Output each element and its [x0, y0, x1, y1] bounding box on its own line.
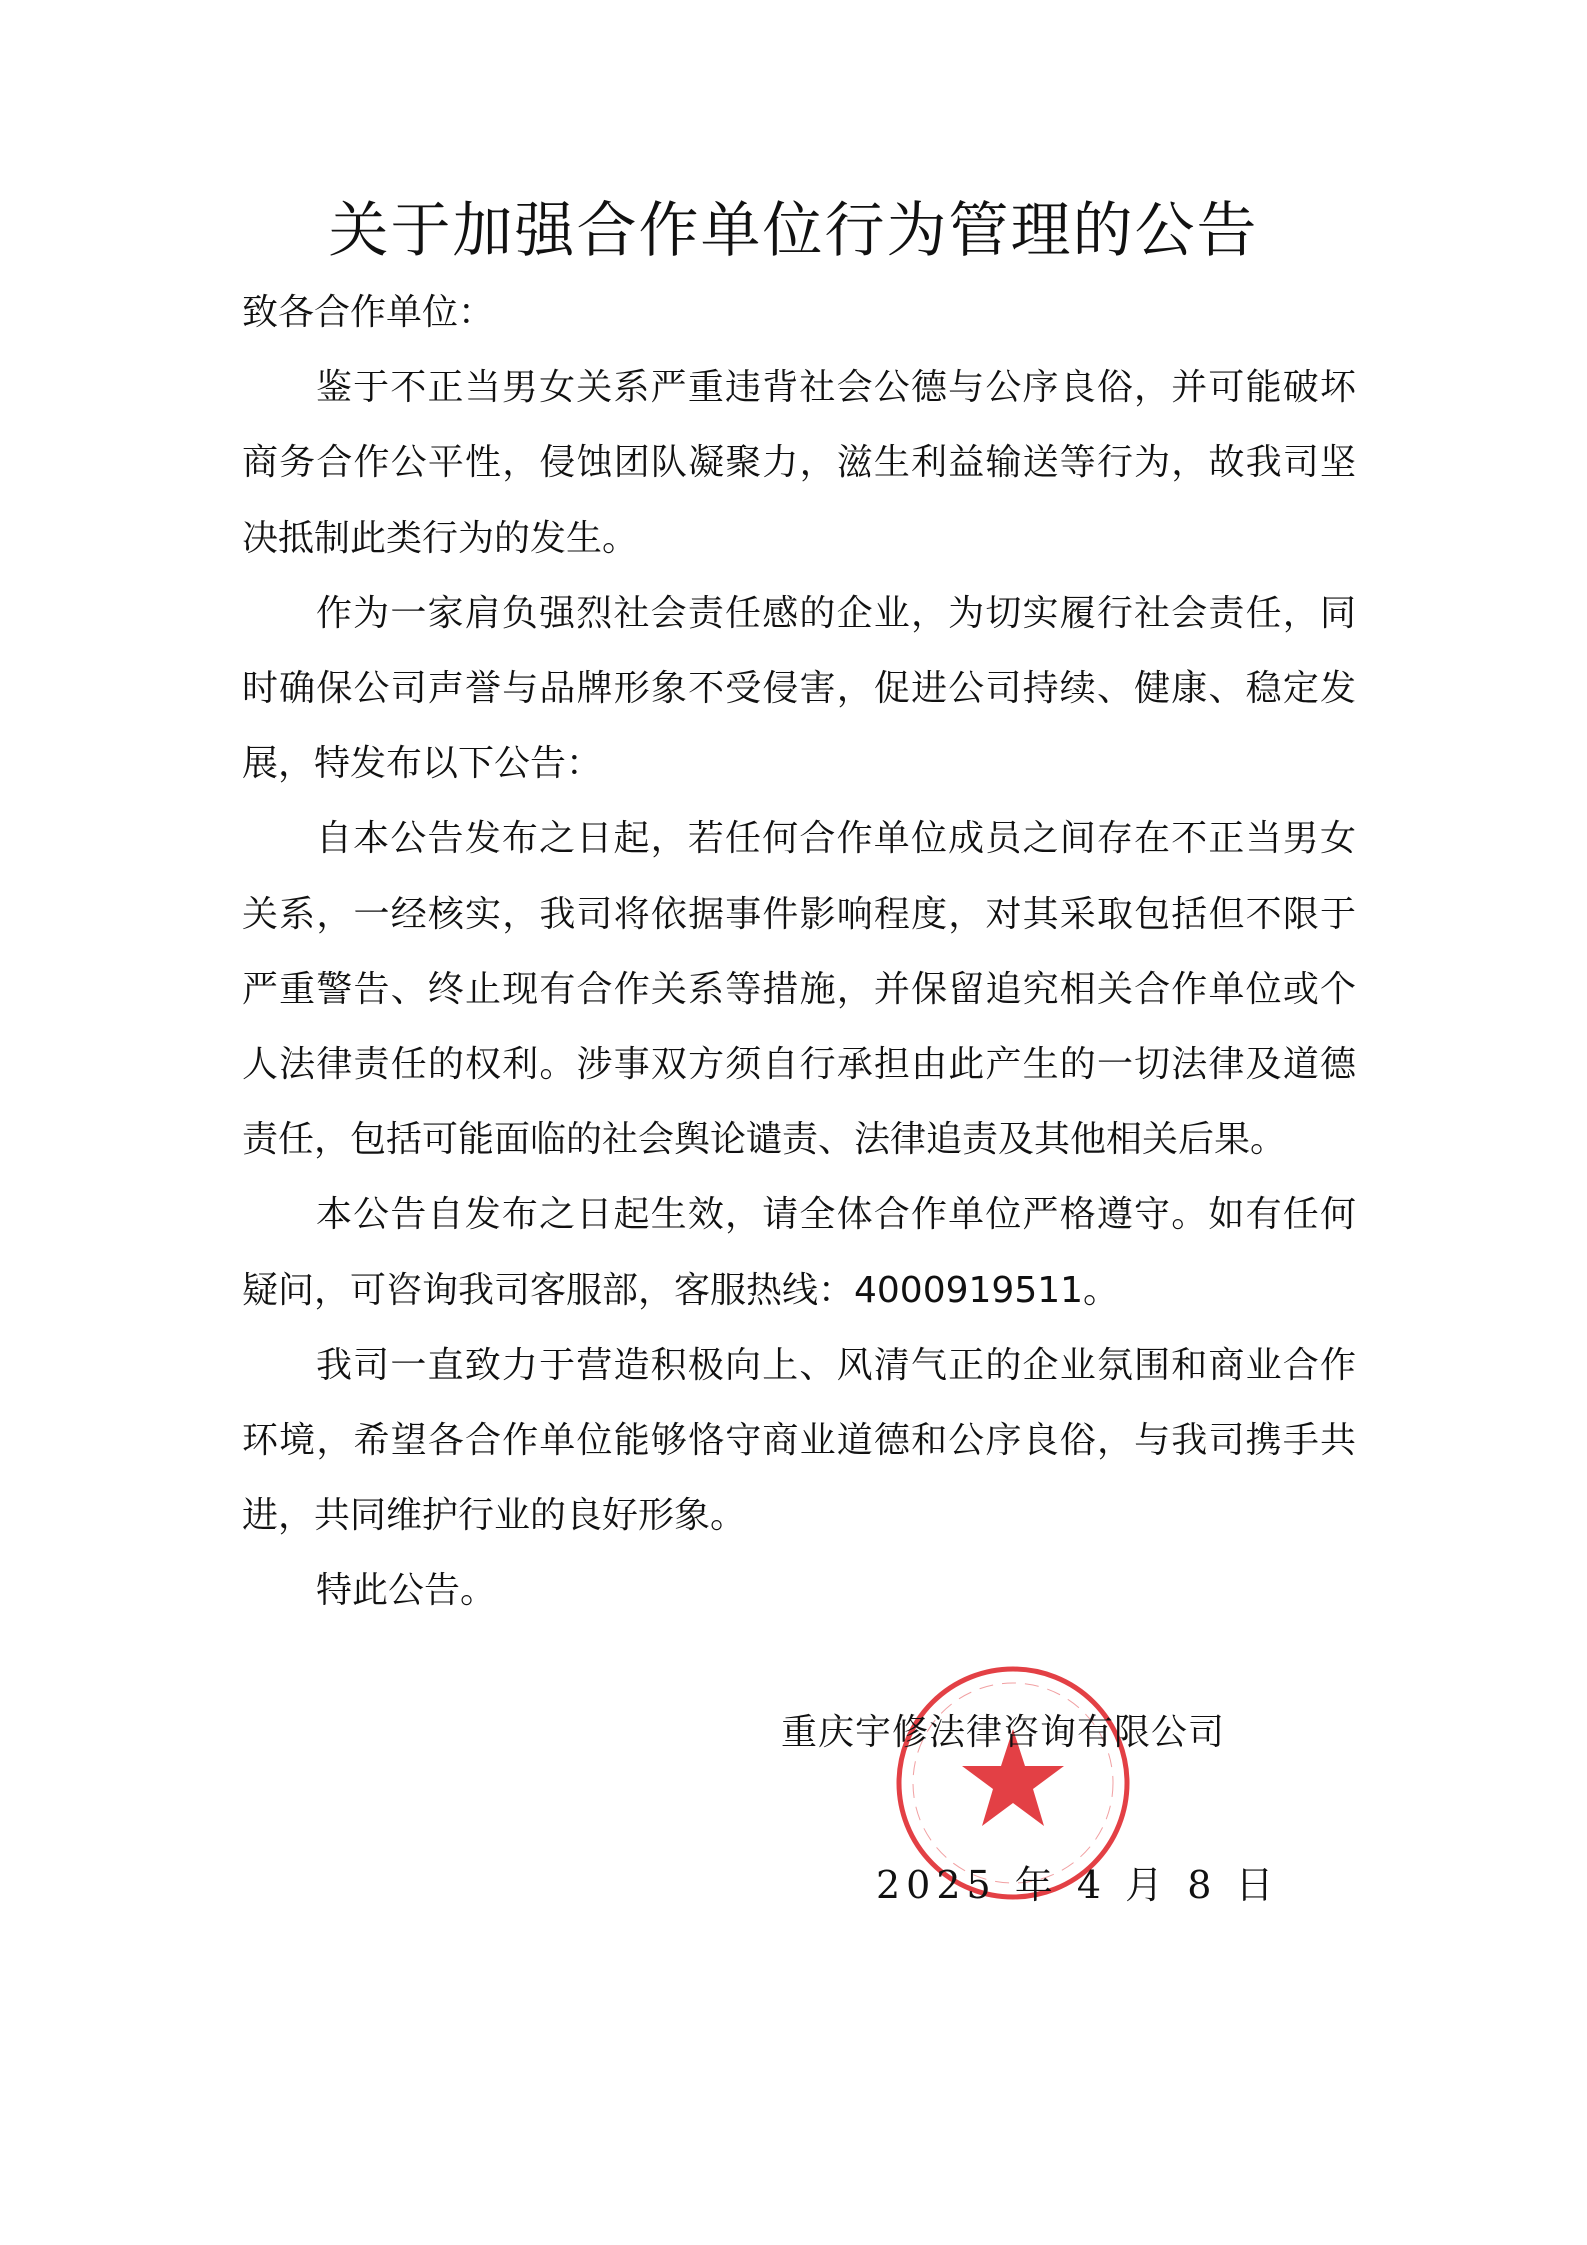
- paragraph-line: 展，特发布以下公告：: [242, 743, 603, 785]
- paragraph-line: 关系，一经核实，我司将依据事件影响程度，对其采取包括但不限于: [242, 893, 1356, 935]
- paragraph-line: 时确保公司声誉与品牌形象不受侵害，促进公司持续、健康、稳定发: [242, 668, 1356, 709]
- paragraph-line: 疑问，可咨询我司客服部，客服热线：4000919511。: [242, 1269, 1120, 1311]
- paragraph-line: 决抵制此类行为的发生。: [242, 517, 639, 559]
- company-signature: 重庆宇修法律咨询有限公司: [781, 1712, 1226, 1753]
- paragraph-line: 我司一直致力于营造积极向上、风清气正的企业氛围和商业合作: [316, 1344, 1356, 1386]
- paragraph-line: 人法律责任的权利。涉事双方须自行承担由此产生的一切法律及道德: [242, 1044, 1356, 1085]
- paragraph-line: 商务合作公平性，侵蚀团队凝聚力，滋生利益输送等行为，故我司坚: [242, 442, 1356, 484]
- salutation: 致各合作单位：: [242, 292, 495, 333]
- paragraph-line: 环境，希望各合作单位能够恪守商业道德和公序良俗，与我司携手共: [242, 1420, 1356, 1461]
- paragraph-line: 进，共同维护行业的良好形象。: [242, 1495, 747, 1537]
- paragraph-line: 责任，包括可能面临的社会舆论谴责、法律追责及其他相关后果。: [242, 1119, 1287, 1161]
- paragraph-line: 作为一家肩负强烈社会责任感的企业，为切实履行社会责任，同: [316, 592, 1356, 634]
- signature-date: 2025 年 4 月 8 日: [876, 1863, 1280, 1907]
- paragraph-line: 鉴于不正当男女关系严重违背社会公德与公序良俗，并可能破坏: [316, 367, 1356, 409]
- paragraph-line: 特此公告。: [316, 1570, 497, 1612]
- document-title: 关于加强合作单位行为管理的公告: [328, 196, 1259, 266]
- paragraph-line: 本公告自发布之日起生效，请全体合作单位严格遵守。如有任何: [316, 1194, 1356, 1236]
- paragraph-line: 严重警告、终止现有合作关系等措施，并保留追究相关合作单位或个: [242, 968, 1356, 1010]
- paragraph-line: 自本公告发布之日起，若任何合作单位成员之间存在不正当男女: [316, 818, 1356, 860]
